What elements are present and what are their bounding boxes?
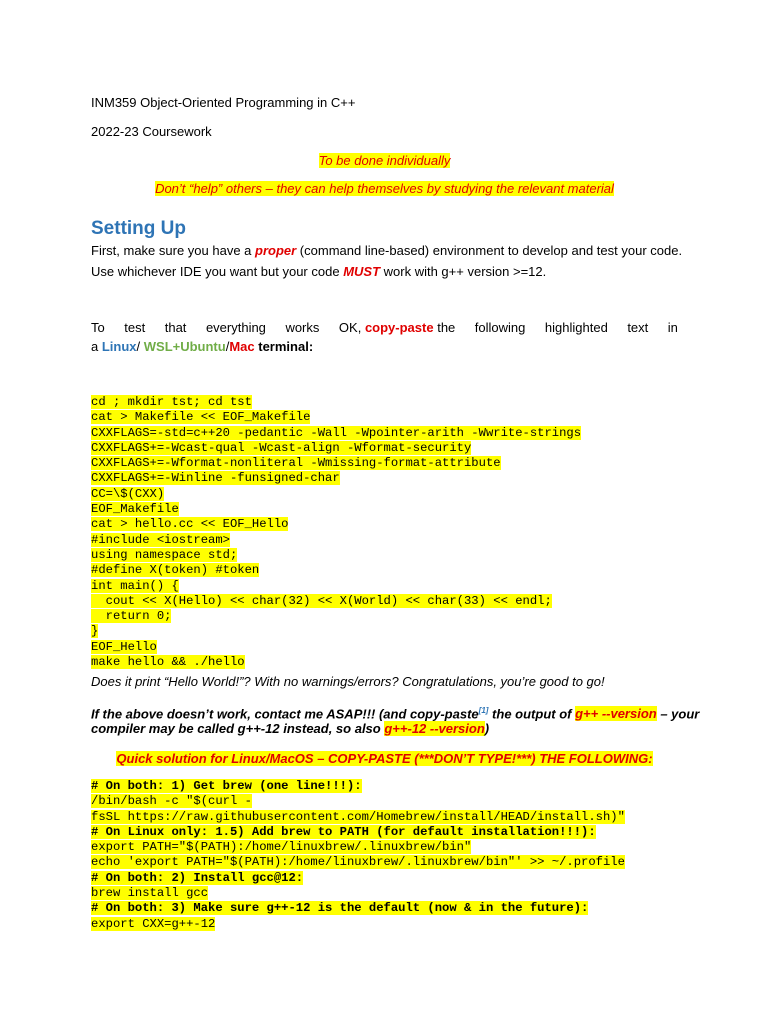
code-line: #define X(token) #token	[91, 563, 260, 578]
code-line: brew install gcc	[91, 886, 209, 901]
code-line: return 0;	[91, 609, 172, 624]
code-line: echo 'export PATH="$(PATH):/home/linuxbrew/.linuxbrew/bin"' >> ~/.profile	[91, 855, 625, 870]
code-comment-line: # On both: 2) Install gcc@12:	[91, 870, 304, 885]
code-line: cd ; mkdir tst; cd tst	[91, 395, 252, 409]
code-line: EOF_Hello	[91, 639, 157, 654]
code-line: int main() {	[91, 578, 179, 593]
individual-note: To be done individually	[318, 153, 451, 168]
contact-paragraph-line-2: compiler may be called g++-12 instead, so also g++-12 --version)	[91, 721, 490, 736]
code-line: export PATH="$(PATH):/home/linuxbrew/.linuxbrew/bin"	[91, 840, 472, 855]
code-line: EOF_Makefile	[91, 502, 179, 517]
section-heading-setting-up: Setting Up	[91, 218, 186, 239]
code-line: CXXFLAGS+=-Wformat-nonliteral -Wmissing-format-attribute	[91, 456, 501, 471]
code-block-brew-install	[91, 779, 625, 932]
setup-paragraph-line-1: First, make sure you have a proper (command line-based) environment to develop and test your code.	[91, 243, 683, 258]
code-line: cout << X(Hello) << char(32) << X(World) << char(33) << endl;	[91, 593, 552, 608]
success-check-text: Does it print “Hello World!”? With no warnings/errors? Congratulations, you’re good to go!	[91, 674, 605, 689]
code-line: CC=\$(CXX)	[91, 486, 165, 501]
code-comment-line: # On both: 3) Make sure g++-12 is the default (now & in the future):	[91, 901, 589, 916]
code-line: CXXFLAGS+=-Winline -funsigned-char	[91, 471, 340, 486]
test-instruction-line-2: a Linux/ WSL+Ubuntu/Mac terminal:	[91, 339, 314, 354]
course-title: INM359 Object-Oriented Programming in C++	[91, 95, 356, 110]
setup-paragraph-line-2: Use whichever IDE you want but your code MUST work with g++ version >=12.	[91, 264, 547, 279]
code-line: using namespace std;	[91, 547, 238, 562]
code-line: cat > Makefile << EOF_Makefile	[91, 410, 311, 425]
code-line: cat > hello.cc << EOF_Hello	[91, 517, 289, 532]
code-line: fsSL https://raw.githubusercontent.com/Homebrew/install/HEAD/install.sh)"	[91, 809, 625, 824]
contact-paragraph-line-1: If the above doesn’t work, contact me ASAP!!! (and copy-paste[1] the output of g++ --version – your	[91, 706, 700, 722]
code-line: make hello && ./hello	[91, 655, 245, 670]
copy-paste-emphasis: copy-paste	[364, 320, 434, 335]
code-line: #include <iostream>	[91, 532, 230, 547]
code-comment-line: # On Linux only: 1.5) Add brew to PATH (for default installation!!!):	[91, 824, 596, 839]
test-instruction-line-1: To test that everything works OK, copy-paste the following highlighted text in	[91, 320, 678, 335]
code-comment-line: # On both: 1) Get brew (one line!!!):	[91, 779, 362, 793]
code-line: /bin/bash -c "$(curl -	[91, 794, 252, 809]
help-note: Don’t “help” others – they can help themselves by studying the relevant material	[155, 181, 614, 196]
code-line: CXXFLAGS+=-Wcast-qual -Wcast-align -Wformat-security	[91, 440, 472, 455]
code-line: export CXX=g++-12	[91, 916, 216, 931]
coursework-label: 2022-23 Coursework	[91, 124, 212, 139]
code-line: CXXFLAGS=-std=c++20 -pedantic -Wall -Wpointer-arith -Wwrite-strings	[91, 425, 582, 440]
code-line: }	[91, 624, 99, 639]
quick-solution-note: Quick solution for Linux/MacOS – COPY-PASTE (***DON’T TYPE!***) THE FOLLOWING:	[116, 751, 653, 766]
code-block-hello-test	[91, 395, 581, 670]
footnote-link[interactable]: [1]	[478, 706, 489, 715]
